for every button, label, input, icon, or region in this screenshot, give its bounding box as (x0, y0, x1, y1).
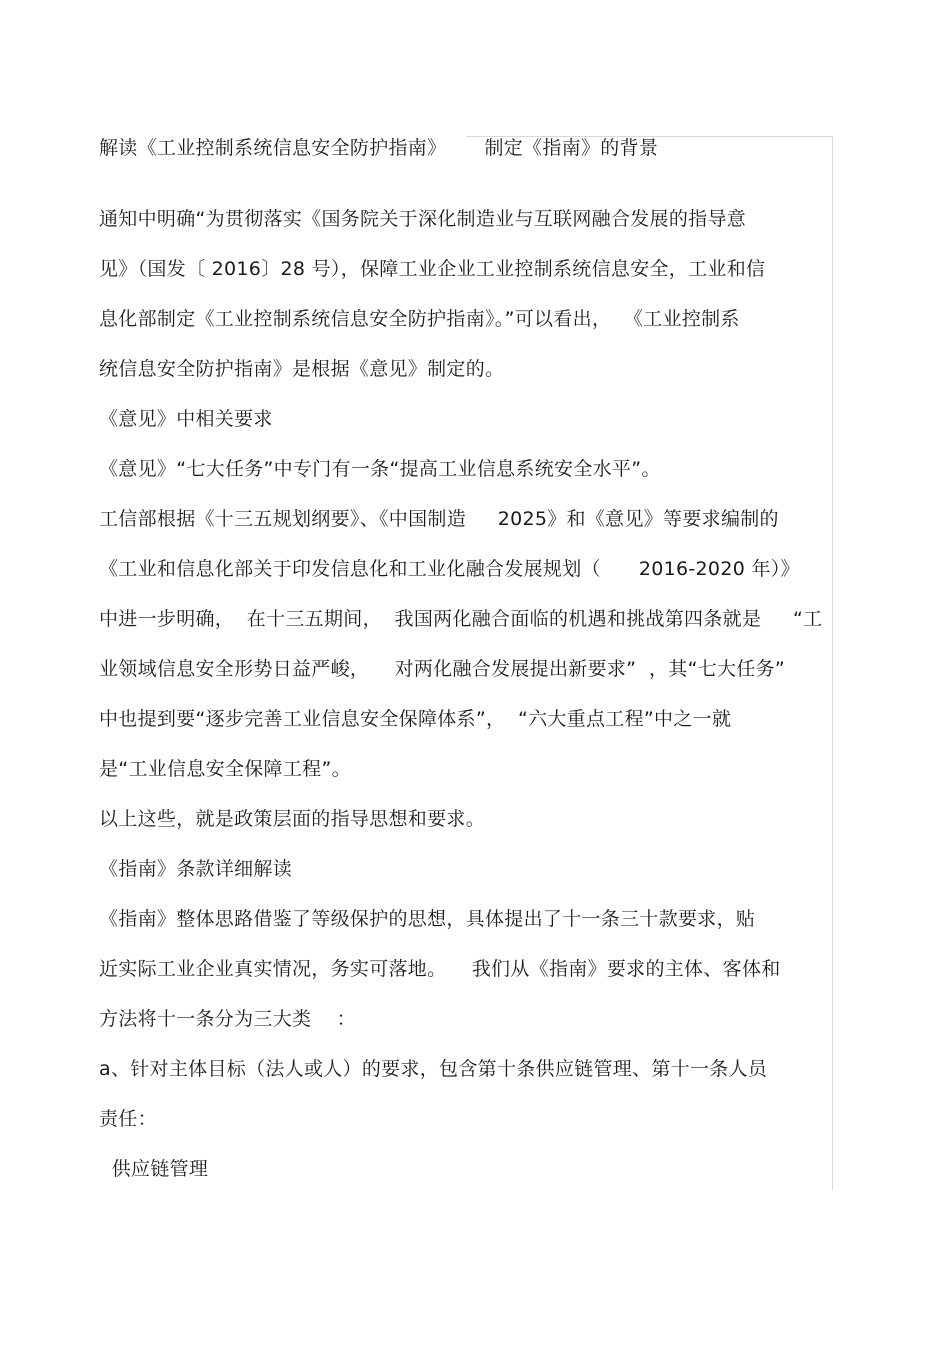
paragraph-line: 通知中明确“为贯彻落实《国务院关于深化制造业与互联网融合发展的指导意 (99, 208, 747, 230)
section-heading: 《意见》中相关要求 (99, 408, 273, 430)
paragraph-line: 方法将十一条分为三大类 ： (99, 1008, 356, 1030)
paragraph-line: 《指南》整体思路借鉴了等级保护的思想，具体提出了十一条三十款要求，贴 (99, 908, 756, 930)
paragraph-line: 《工业和信息化部关于印发信息化和工业化融合发展规划（ 2016-2020 年）》 (99, 558, 800, 580)
paragraph-line: 见》（国发〔 2016〕28 号），保障工业企业工业控制系统信息安全，工业和信 (99, 258, 766, 280)
paragraph-line: 息化部制定《工业控制系统信息安全防护指南》。”可以看出， 《工业控制系 (99, 308, 740, 330)
paragraph-line: 以上这些，就是政策层面的指导思想和要求。 (99, 808, 486, 830)
paragraph-line: 中进一步明确， 在十三五期间， 我国两化融合面临的机遇和挑战第四条就是 “工 (99, 608, 823, 630)
paragraph-line: 责任： (99, 1108, 157, 1130)
paragraph-line: 中也提到要“逐步完善工业信息安全保障体系”， “六大重点工程”中之一就 (99, 708, 732, 730)
paragraph-line: 近实际工业企业真实情况，务实可落地。 我们从《指南》要求的主体、客体和 (99, 958, 781, 980)
paragraph-line: 工信部根据《十三五规划纲要》、《中国制造 2025》和《意见》等要求编制的 (99, 508, 779, 530)
document-title-line: 解读《工业控制系统信息安全防护指南》 制定《指南》的背景 (99, 137, 659, 159)
paragraph-line: 是“工业信息安全保障工程”。 (99, 758, 351, 780)
subsection-heading: 供应链管理 (99, 1158, 209, 1180)
paragraph-line: 业领域信息安全形势日益严峻， 对两化融合发展提出新要求” ，其“七大任务” (99, 658, 786, 680)
paragraph-line: a、针对主体目标（法人或人）的要求，包含第十条供应链管理、第十一条人员 (99, 1058, 768, 1080)
paragraph-line: 统信息安全防护指南》是根据《意见》制定的。 (99, 358, 505, 380)
page-frame-right-border (832, 136, 833, 1190)
paragraph-line: 《意见》“七大任务”中专门有一条“提高工业信息系统安全水平”。 (99, 458, 661, 480)
section-heading: 《指南》条款详细解读 (99, 858, 293, 880)
